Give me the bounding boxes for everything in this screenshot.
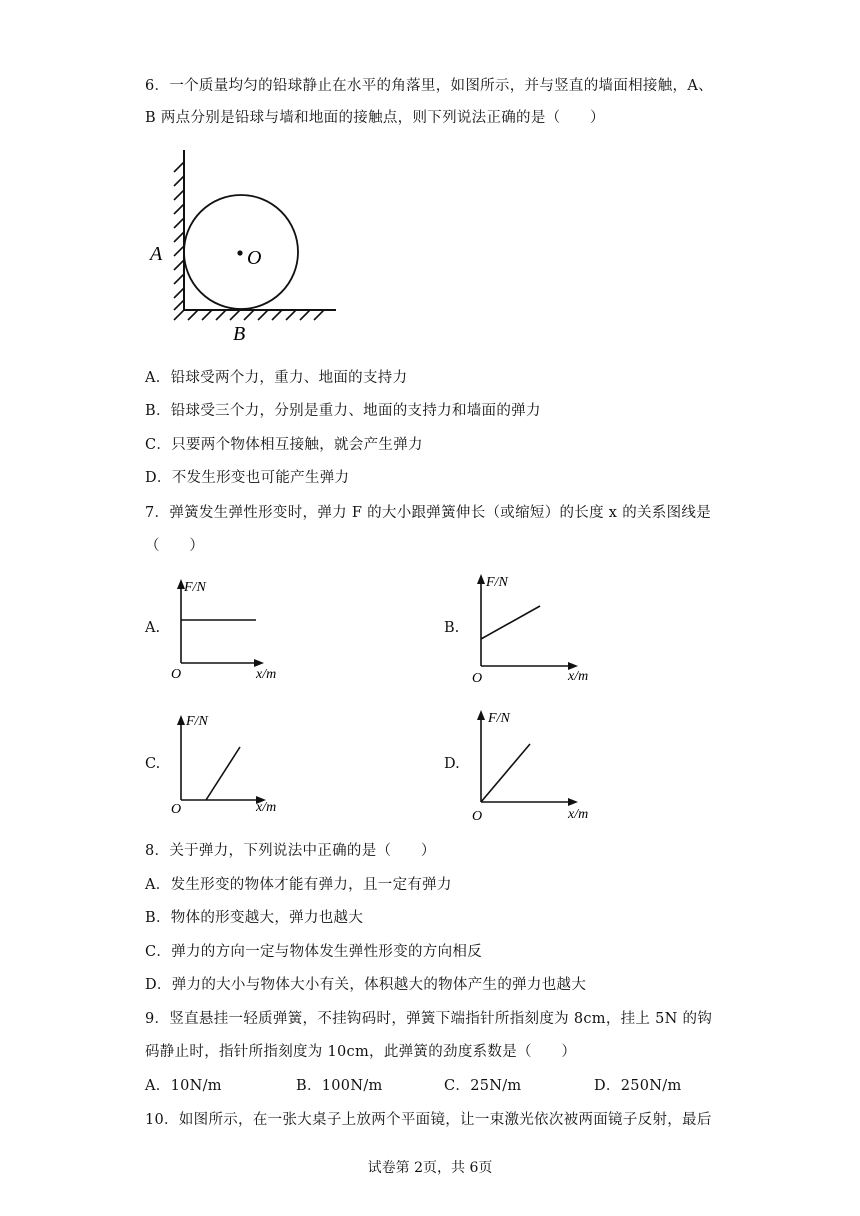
q7-stem-line2: （ ） xyxy=(145,538,205,554)
q8-stem: 8．关于弹力，下列说法中正确的是（ ） xyxy=(145,843,436,859)
q7-graph-b-label: B. xyxy=(444,620,460,636)
q6-option-c: C．只要两个物体相互接触，就会产生弹力 xyxy=(145,437,423,453)
graph-a-origin: O xyxy=(171,667,182,682)
graph-a-ylabel: F/N xyxy=(184,580,206,595)
q9-stem-line1: 9．竖直悬挂一轻质弹簧，不挂钩码时，弹簧下端指针所指刻度为 8cm，挂上 5N 的钩 xyxy=(145,1011,713,1027)
q6-option-a: A．铅球受两个力，重力、地面的支持力 xyxy=(145,370,408,386)
label-a: A xyxy=(150,243,163,265)
q7-graph-d-label: D. xyxy=(444,756,460,772)
q9-option-a: A．10N/m xyxy=(145,1078,222,1094)
q9-option-d: D．250N/m xyxy=(594,1078,682,1094)
graph-b-line xyxy=(481,606,540,639)
q8-option-a: A．发生形变的物体才能有弹力，且一定有弹力 xyxy=(145,877,452,893)
graph-c-ylabel: F/N xyxy=(186,714,208,729)
graph-a-xlabel: x/m xyxy=(256,667,277,682)
graph-d-line xyxy=(481,744,530,802)
graph-d-xlabel: x/m xyxy=(568,807,589,822)
q7-stem-line1: 7．弹簧发生弹性形变时，弹力 F 的大小跟弹簧伸长（或缩短）的长度 x 的关系图线是 xyxy=(145,505,711,521)
q7-graph-b xyxy=(468,566,608,686)
q8-option-d: D．弹力的大小与物体大小有关，体积越大的物体产生的弹力也越大 xyxy=(145,977,587,993)
graph-b-xlabel: x/m xyxy=(568,669,589,684)
graph-c-origin: O xyxy=(171,802,182,817)
q6-figure-ball-in-corner xyxy=(140,140,350,350)
graph-b-ylabel: F/N xyxy=(486,575,508,590)
label-o: O xyxy=(247,247,262,269)
q7-graph-c-label: C. xyxy=(145,756,161,772)
q6-option-b: B．铅球受三个力，分别是重力、地面的支持力和墙面的弹力 xyxy=(145,403,541,419)
q7-graph-d xyxy=(468,700,608,825)
graph-c-xlabel: x/m xyxy=(256,800,277,815)
graph-d-origin: O xyxy=(472,809,483,824)
q9-stem-line2: 码静止时，指针所指刻度为 10cm，此弹簧的劲度系数是（ ） xyxy=(145,1044,577,1060)
q7-graph-a-label: A. xyxy=(145,620,161,636)
q9-option-b: B．100N/m xyxy=(296,1078,383,1094)
q9-option-c: C．25N/m xyxy=(444,1078,522,1094)
label-b: B xyxy=(233,323,246,345)
wall-hatch xyxy=(174,162,184,310)
q7-graph-a xyxy=(168,575,298,685)
q7-graph-c xyxy=(168,705,298,820)
q8-option-b: B．物体的形变越大，弹力也越大 xyxy=(145,910,364,926)
center-dot xyxy=(237,250,242,255)
graph-c-line xyxy=(206,747,240,800)
graph-d-ylabel: F/N xyxy=(488,711,510,726)
page-footer: 试卷第 2页，共 6页 xyxy=(367,1160,493,1176)
floor-hatch xyxy=(174,310,324,320)
q6-option-d: D．不发生形变也可能产生弹力 xyxy=(145,470,350,486)
q6-stem-line2: B 两点分别是铅球与墙和地面的接触点，则下列说法正确的是（ ） xyxy=(145,110,605,126)
q8-option-c: C．弹力的方向一定与物体发生弹性形变的方向相反 xyxy=(145,944,482,960)
graph-b-origin: O xyxy=(472,671,483,686)
q10-stem-line1: 10．如图所示，在一张大桌子上放两个平面镜，让一束激光依次被两面镜子反射，最后 xyxy=(145,1112,712,1128)
q6-stem-line1: 6．一个质量均匀的铅球静止在水平的角落里，如图所示，并与竖直的墙面相接触，A、 xyxy=(145,78,713,94)
